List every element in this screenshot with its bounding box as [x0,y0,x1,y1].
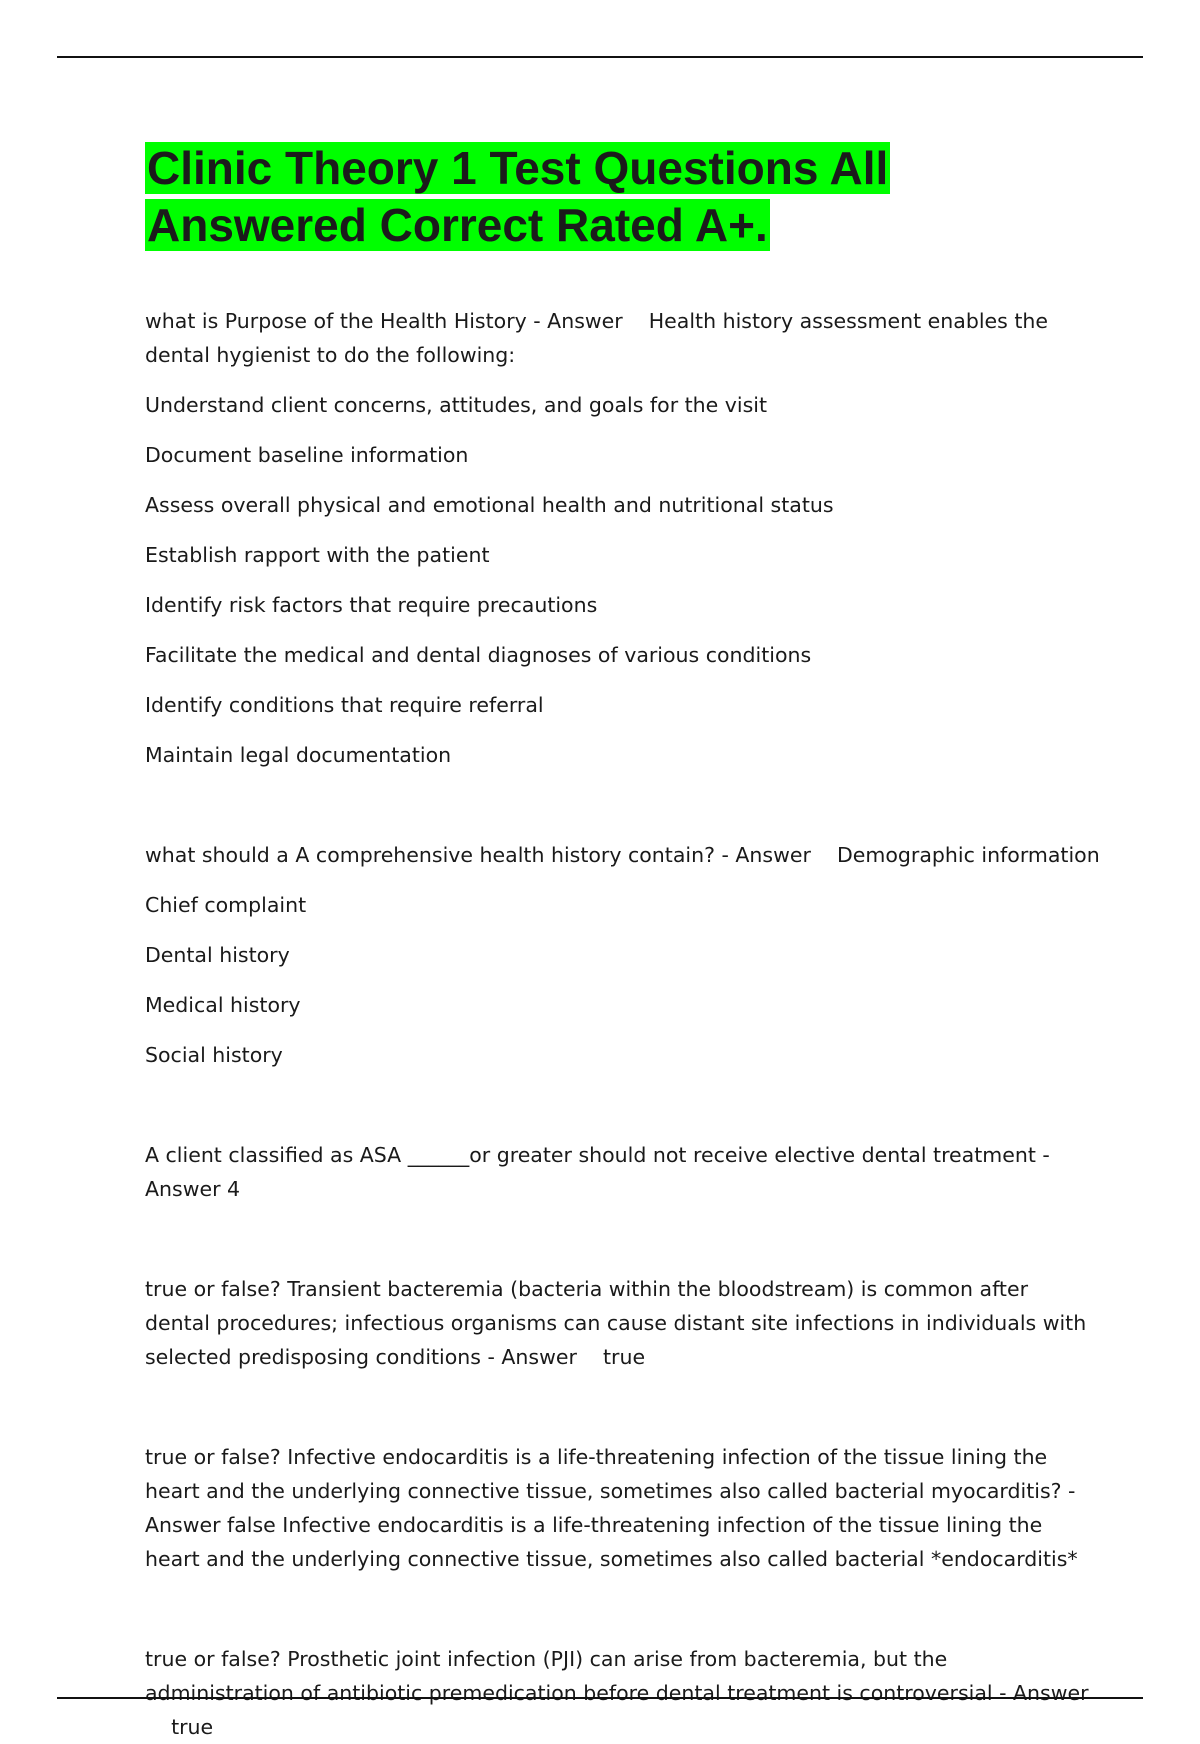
footer-rule [57,1697,1143,1699]
title-line-2: Answered Correct Rated A+. [147,199,768,251]
document-title [145,140,1045,254]
list-item: Dental history [145,943,290,967]
question-4-text: true or false? Transient bacteremia (bacteria within the bloodstream) is common after dental procedures; infectious organisms can cause distant site infections in individuals with selected predisposing conditions - Answer [145,1277,1087,1369]
question-1-answer: Health history assessment enables the dental hygienist to do the following: [145,309,1048,367]
question-2-answer: Demographic information [836,843,1100,867]
list-item: Facilitate the medical and dental diagnoses of various conditions [145,643,812,667]
title-line-1: Clinic Theory 1 Test Questions All [147,142,889,194]
question-6-answer: true [171,1715,214,1739]
list-item: Identify risk factors that require precautions [145,593,598,617]
question-1 [145,304,1090,372]
question-4 [145,1272,1090,1374]
document-body [145,304,1100,1744]
question-5: true or false? Infective endocarditis is a life-threatening infection of the tissue lining the heart and the underlying connective tissue, sometimes also called bacterial myocarditis? - Answer false Infective endocarditis is a life-threatening infection of the tissue lining the heart and the underlying connective tissue, sometimes also called bacterial *endocarditis* [145,1445,1078,1571]
question-3: A client classified as ASA ______or greater should not receive elective dental treatment - Answer 4 [145,1143,1050,1201]
question-2-text: what should a A comprehensive health history contain? - Answer [145,843,811,867]
question-4-answer: true [602,1345,646,1369]
list-item: Document baseline information [145,443,469,467]
header-rule [57,56,1143,58]
list-item: Medical history [145,993,301,1017]
question-1-text: what is Purpose of the Health History - Answer [145,309,623,333]
list-item: Establish rapport with the patient [145,543,490,567]
question-6-text: true or false? Prosthetic joint infection (PJI) can arise from bacteremia, but the administration of antibiotic premedication before dental treatment is controversial - Answer [145,1647,1089,1705]
list-item: Chief complaint [145,893,307,917]
list-item: Assess overall physical and emotional health and nutritional status [145,493,834,517]
question-6 [145,1642,1090,1744]
list-item: Understand client concerns, attitudes, and goals for the visit [145,393,768,417]
question-2 [145,838,1100,872]
list-item: Identify conditions that require referral [145,693,544,717]
list-item: Maintain legal documentation [145,743,452,767]
list-item: Social history [145,1043,283,1067]
